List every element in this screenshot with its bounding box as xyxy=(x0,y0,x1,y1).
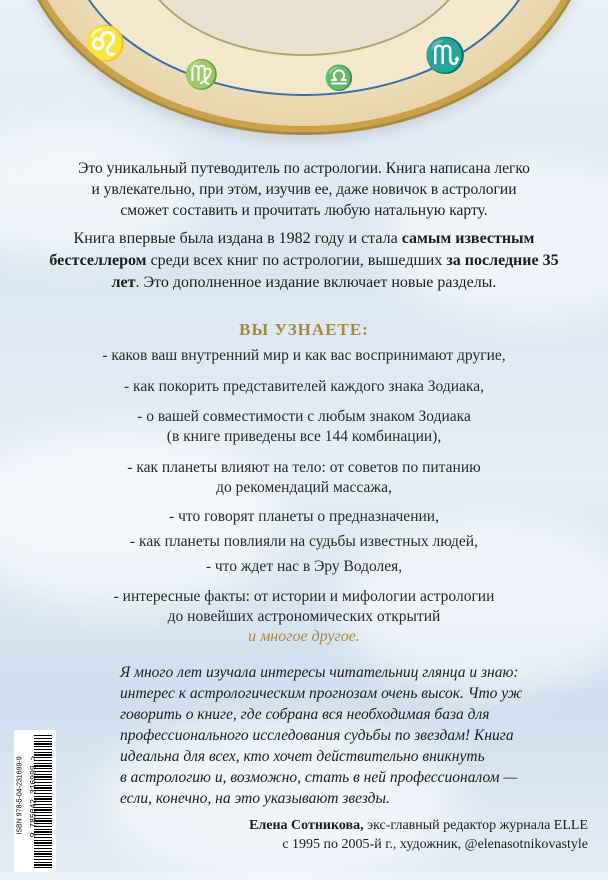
zodiac-dial-illustration xyxy=(18,0,590,132)
testimonial-quote: Я много лет изучала интересы читательниц глянца и знаю: интерес к астрологическим прогнозам очень высок. Что уж говорить о книге, где собрана вся необходимая база для профессионального исследования судьбы по звездам! Книга идеальна для всех, кто хочет действительно вникнуть в астрологию и, возможно, стать в ней профессионалом — если, конечно, на это указывают звезды. xyxy=(120,664,523,807)
highlight-bestseller: самым известным бестселлером xyxy=(49,230,535,269)
libra-icon: ♎ xyxy=(324,66,354,92)
learn-item: - как планеты повлияли на судьбы известных людей, xyxy=(130,533,478,550)
learn-item: - интересные факты: от истории и мифологии астрологии xyxy=(113,588,495,605)
learn-item: до новейших астрономических открытий xyxy=(167,608,441,625)
learn-item: - каков ваш внутренний мир и как вас воспринимают другие, xyxy=(102,347,506,364)
leo-icon: ♌ xyxy=(84,26,127,63)
intro-paragraph xyxy=(40,158,568,221)
intro-line-2: и увлекательно, при этом, изучив ее, даже новичок в астрологии xyxy=(91,181,517,198)
quote-signature: Елена Сотникова, экс-главный редактор журнала ELLE с 1995 по 2005-й г., художник, @elenasotnikovastyle xyxy=(249,818,588,852)
and-more-text: и многое другое. xyxy=(248,628,360,645)
scorpio-icon: ♏ xyxy=(424,38,467,75)
learn-heading: ВЫ УЗНАЕТЕ: xyxy=(239,320,369,339)
learn-item: - что ждет нас в Эру Водолея, xyxy=(205,558,403,575)
isbn-number: ISBN 978-5-04-231699-9 xyxy=(16,756,24,835)
history-paragraph: Книга впервые была издана в 1982 году и стала самым известным бестселлером среди всех книг по астрологии, вышедших за последние 35 лет. Это дополненное издание включает новые разделы. xyxy=(49,230,559,291)
virgo-icon: ♍ xyxy=(184,60,219,91)
learn-item: до рекомендаций массажа, xyxy=(216,479,392,496)
intro-line-1: Это уникальный путеводитель по астрологии. Книга написана легко xyxy=(78,160,530,177)
highlight-years: за последние 35 лет xyxy=(111,252,559,291)
learn-item: - как покорить представителей каждого знака Зодиака, xyxy=(124,378,484,395)
learn-item: (в книге приведены все 144 комбинации), xyxy=(166,428,442,445)
quote-author: Елена Сотникова, xyxy=(249,818,364,833)
barcode-digits: 9 785042 316999 > xyxy=(29,755,39,838)
isbn-barcode xyxy=(14,730,56,872)
intro-line-3: сможет составить и прочитать любую натальную карту. xyxy=(120,202,488,219)
learn-item: - о вашей совместимости с любым знаком Зодиака xyxy=(137,408,471,425)
learn-item: - как планеты влияют на тело: от советов по питанию xyxy=(127,459,481,476)
learn-item: - что говорят планеты о предназначении, xyxy=(169,508,439,525)
